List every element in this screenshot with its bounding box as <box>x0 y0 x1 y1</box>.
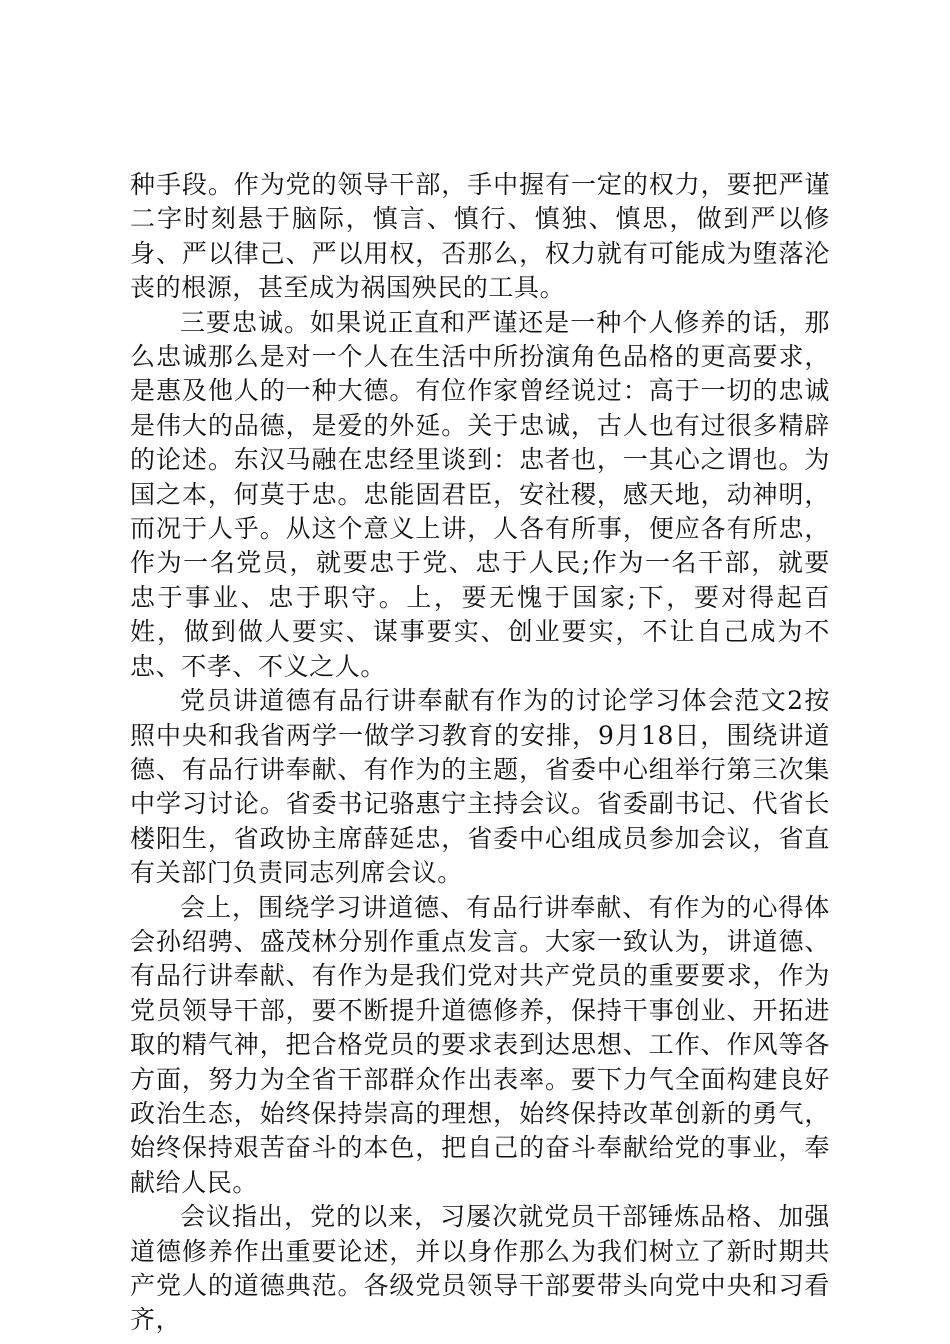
document-body <box>130 168 830 1338</box>
paragraph-5: 会议指出，党的以来，习屡次就党员干部锤炼品格、加强道德修养作出重要论述，并以身作那么为我们树立了新时期共产党人的道德典范。各级党员领导干部要带头向党中央和习看齐， <box>130 1202 830 1335</box>
paragraph-2: 三要忠诚。如果说正直和严谨还是一种个人修养的话，那么忠诚那么是对一个人在生活中所扮演角色品格的更高要求，是惠及他人的一种大德。有位作家曾经说过：高于一切的忠诚是伟大的品德，是爱的外延。关于忠诚，古人也有过很多精辟的论述。东汉马融在忠经里谈到：忠者也，一其心之谓也。为国之本，何莫于忠。忠能固君臣，安社稷，感天地，动神明，而况于人乎。从这个意义上讲，人各有所事，便应各有所忠，作为一名党员，就要忠于党、忠于人民;作为一名干部，就要忠于事业、忠于职守。上，要无愧于国家;下，要对得起百姓，做到做人要实、谋事要实、创业要实，不让自己成为不忠、不孝、不义之人。 <box>130 307 830 681</box>
paragraph-3: 党员讲道德有品行讲奉献有作为的讨论学习体会范文2按照中央和我省两学一做学习教育的安排，9月18日，围绕讲道德、有品行讲奉献、有作为的主题，省委中心组举行第三次集中学习讨论。省委书记骆惠宁主持会议。省委副书记、代省长楼阳生，省政协主席薛延忠，省委中心组成员参加会议，省直有关部门负责同志列席会议。 <box>130 686 830 888</box>
paragraph-4: 会上，围绕学习讲道德、有品行讲奉献、有作为的心得体会孙绍骋、盛茂林分别作重点发言。大家一致认为，讲道德、有品行讲奉献、有作为是我们党对共产党员的重要要求，作为党员领导干部，要不断提升道德修养，保持干事创业、开拓进取的精气神，把合格党员的要求表到达思想、工作、作风等各方面，努力为全省干部群众作出表率。要下力气全面构建良好政治生态，始终保持崇高的理想，始终保持改革创新的勇气，始终保持艰苦奋斗的本色，把自己的奋斗奉献给党的事业，奉献给人民。 <box>130 892 830 1197</box>
paragraph-1: 种手段。作为党的领导干部，手中握有一定的权力，要把严谨二字时刻悬于脑际，慎言、慎行、慎独、慎思，做到严以修身、严以律己、严以用权，否那么，权力就有可能成为堕落沦丧的根源，甚至成为祸国殃民的工具。 <box>130 170 830 303</box>
